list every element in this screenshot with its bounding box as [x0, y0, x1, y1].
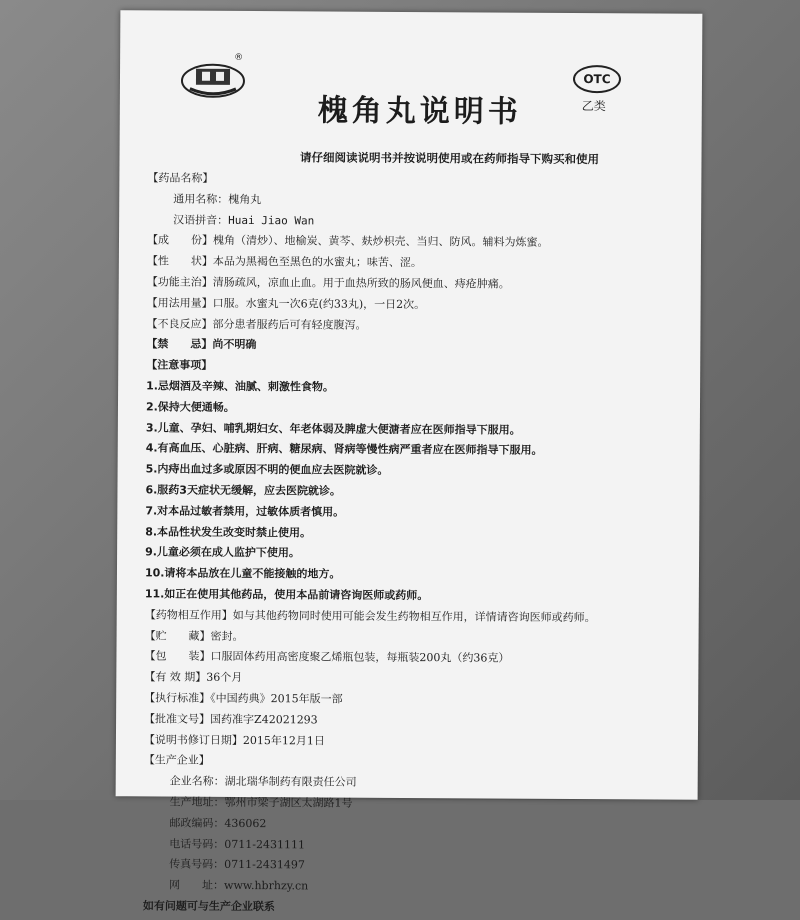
- common-name-row: [147, 189, 687, 213]
- precaution-item: 3.儿童、孕妇、哺乳期妇女、年老体弱及脾虚大便溏者应在医师指导下服用。: [145, 420, 521, 437]
- precaution-item: 6.服药3天症状无缓解，应去医院就诊。: [145, 483, 342, 498]
- adverse-value: 部分患者服药后可有轻度腹泻。: [212, 317, 367, 332]
- indications-value: 清肠疏风，凉血止血。用于血热所致的肠风便血、痔疮肿痛。: [212, 275, 510, 291]
- manufacturer-row: [143, 813, 683, 837]
- contraindications-row: [146, 335, 686, 359]
- otc-category: 乙类: [581, 99, 606, 114]
- contraindications-value: 尚不明确: [212, 338, 257, 352]
- company-logo: [180, 59, 246, 99]
- standard-label: 【执行标准】: [144, 691, 211, 705]
- name-heading: 【药品名称】: [147, 171, 214, 185]
- common-name-label: 通用名称：: [173, 192, 229, 206]
- packaging-label: 【包 装】: [144, 649, 211, 664]
- manufacturer-value: 0711-2431497: [224, 858, 305, 872]
- precaution-item: 9.儿童必须在成人监护下使用。: [145, 545, 300, 560]
- manufacturer-label: 生产地址：: [169, 795, 225, 809]
- manufacturer-value: 鄂州市梁子湖区太湖路1号: [224, 795, 353, 810]
- standard-value: 《中国药典》2015年版一部: [210, 691, 343, 706]
- interactions-label: 【药物相互作用】: [144, 608, 233, 622]
- instruction-sheet: [116, 10, 703, 914]
- dosage-label: 【用法用量】: [146, 296, 213, 310]
- document-title: 槐角丸说明书: [317, 93, 522, 130]
- contraindications-label: 【禁 忌】: [146, 337, 213, 352]
- manufacturer-label: 电话号码：: [169, 837, 225, 851]
- manufacturer-label: 企业名称：: [169, 774, 225, 788]
- interactions-row: [145, 605, 685, 629]
- indications-label: 【功能主治】: [146, 275, 213, 289]
- usage-notice: 请仔细阅读说明书并按说明使用或在药师指导下购买和使用: [299, 150, 600, 167]
- dosage-value: 口服。水蜜丸一次6克(约33丸)，一日2次。: [212, 296, 426, 311]
- precaution-item: 4.有高血压、心脏病、肝病、糖尿病、肾病等慢性病严重者应在医师指导下服用。: [145, 441, 543, 458]
- precaution-item: 5.内痔出血过多或原因不明的便血应去医院就诊。: [145, 462, 389, 478]
- manufacturer-label: 网 址：: [169, 878, 225, 892]
- manufacturer-label: 邮政编码：: [169, 816, 225, 830]
- approval-label: 【批准文号】: [144, 712, 211, 726]
- manufacturer-row: [144, 792, 684, 816]
- manufacturer-value: 436062: [224, 816, 267, 830]
- precaution-item: 2.保持大便通畅。: [145, 400, 235, 414]
- dosage-row: [147, 293, 687, 317]
- pinyin-label: 汉语拼音：: [173, 213, 229, 227]
- description-label: 【性 状】: [146, 254, 213, 268]
- precautions-heading: 【注意事项】: [146, 358, 213, 372]
- precaution-item: 11.如正在使用其他药品，使用本品前请咨询医师或药师。: [144, 587, 429, 603]
- precaution-item: 1.忌烟酒及辛辣、油腻、刺激性食物。: [146, 379, 334, 394]
- manufacturer-label: 传真号码：: [169, 857, 225, 872]
- revision-value: 2015年12月1日: [242, 733, 325, 748]
- precaution-item: 8.本品性状发生改变时禁止使用。: [145, 524, 312, 539]
- manufacturer-value: www.hbrhzy.cn: [224, 878, 309, 893]
- pinyin-value: Huai Jiao Wan: [228, 213, 315, 228]
- adverse-label: 【不良反应】: [146, 316, 213, 331]
- revision-label: 【说明书修订日期】: [143, 732, 243, 747]
- approval-row: [144, 709, 684, 733]
- common-name-value: 槐角丸: [228, 192, 262, 206]
- storage-value: 密封。: [210, 629, 244, 643]
- revision-row: [144, 730, 684, 754]
- packaging-value: 口服固体药用高密度聚乙烯瓶包装，每瓶装200丸（约36克）: [210, 650, 510, 665]
- precaution-item: 7.对本品过敏者禁用，过敏体质者慎用。: [145, 504, 345, 519]
- manufacturer-value: 0711-2431111: [224, 837, 306, 851]
- standard-row: [144, 688, 684, 712]
- manufacturer-value: 湖北瑞华制药有限责任公司: [224, 774, 357, 789]
- contact-footer: 如有问题可与生产企业联系: [142, 899, 275, 914]
- composition-label: 【成 份】: [146, 233, 214, 248]
- description-value: 本品为黑褐色至黑色的水蜜丸；味苦、涩。: [212, 254, 422, 270]
- manufacturer-heading: 【生产企业】: [143, 753, 210, 768]
- precaution-item: 10.请将本品放在儿童不能接触的地方。: [144, 566, 341, 581]
- indications-row: [147, 272, 687, 296]
- otc-badge: OTC: [573, 65, 621, 93]
- instruction-body: [143, 168, 688, 920]
- approval-value: 国药准字Z42021293: [210, 712, 318, 727]
- interactions-value: 如与其他药物同时使用可能会发生药物相互作用，详情请咨询医师或药师。: [232, 608, 596, 624]
- validity-value: 36个月: [206, 670, 243, 685]
- validity-label: 【有 效 期】: [144, 670, 207, 684]
- composition-value: 槐角（清炒）、地榆炭、黄芩、麸炒枳壳、当归、防风。辅料为炼蜜。: [212, 234, 549, 250]
- storage-label: 【贮 藏】: [144, 628, 211, 643]
- registered-mark: ®: [234, 52, 244, 63]
